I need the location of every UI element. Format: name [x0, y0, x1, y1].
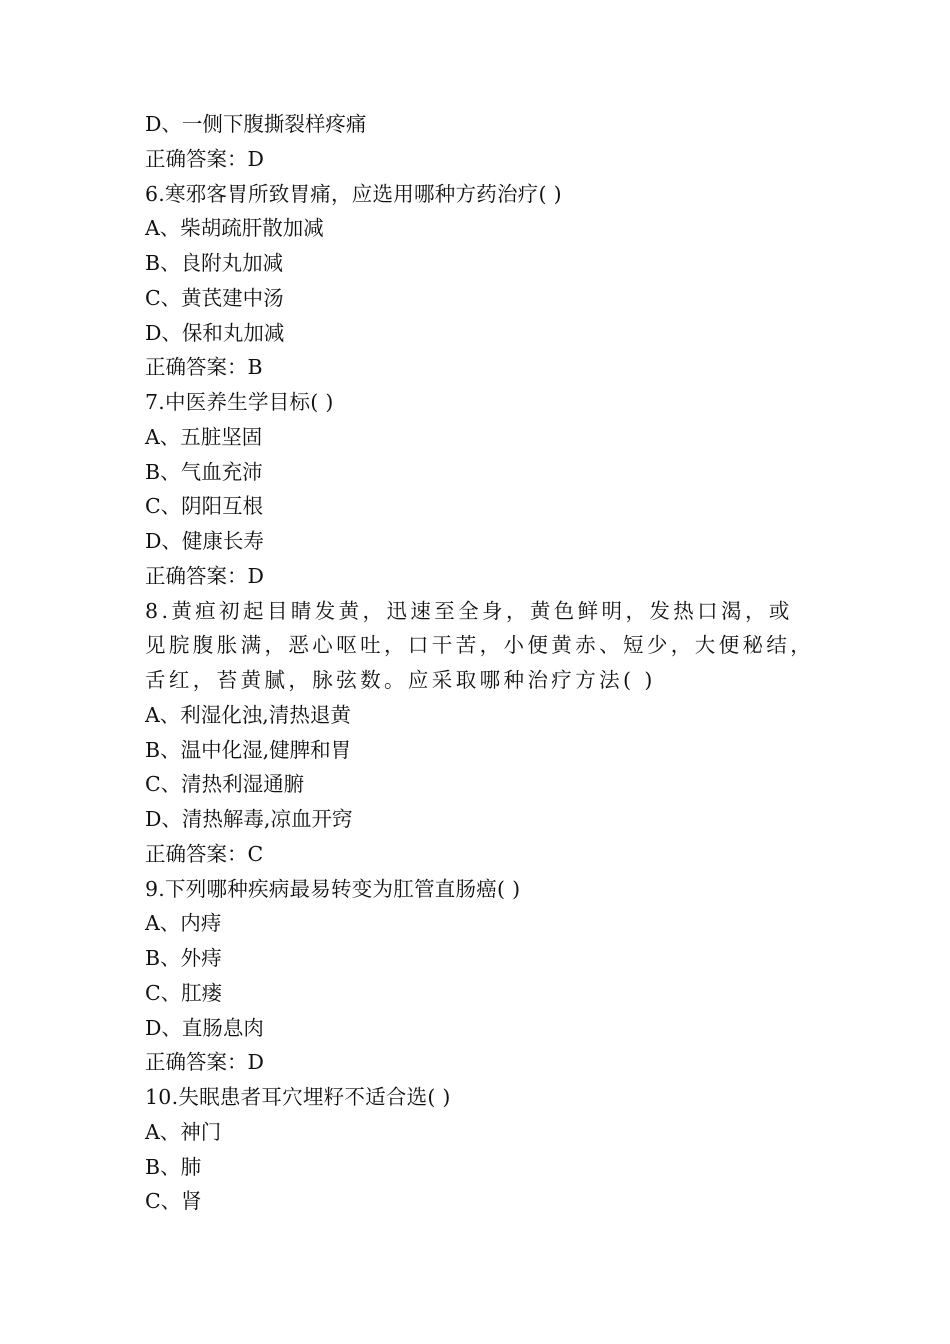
document-content: [145, 107, 815, 1219]
option-line: A、柴胡疏肝散加减: [145, 216, 324, 241]
option-line: C、阴阳互根: [145, 494, 264, 519]
option-line: A、五脏坚固: [145, 424, 263, 449]
option-line: B、良附丸加减: [145, 251, 284, 275]
answer-line: 正确答案：C: [145, 841, 264, 866]
option-line: C、肾: [145, 1189, 202, 1214]
option-line: D、一侧下腹撕裂样疼痛: [145, 112, 367, 136]
option-line: D、直肠息肉: [145, 1015, 264, 1040]
option-line: A、神门: [145, 1119, 222, 1144]
option-line: B、气血充沛: [145, 459, 263, 484]
option-line: D、健康长寿: [145, 529, 264, 553]
option-line: A、利湿化浊,清热退黄: [145, 702, 351, 727]
option-line: C、清热利湿通腑: [145, 772, 305, 797]
option-line: B、外痔: [145, 946, 222, 970]
answer-line: 正确答案：D: [145, 146, 264, 171]
question-line: 10.失眠患者耳穴埋籽不适合选( ): [145, 1085, 451, 1109]
option-line: D、清热解毒,凉血开窍: [145, 807, 353, 831]
option-line: C、肛瘘: [145, 980, 223, 1005]
option-line: C、黄芪建中汤: [145, 285, 284, 310]
question-paragraph: 8.黄疸初起目睛发黄，迅速至全身，黄色鲜明，发热口渴，或见脘腹胀满，恶心呕吐，口干苦，小便黄赤、短少，大便秘结，舌红，苔黄腻，脉弦数。应采取哪种治疗方法( ): [145, 598, 815, 692]
question-line: 9.下列哪种疾病最易转变为肛管直肠癌( ): [145, 876, 521, 901]
option-line: D、保和丸加减: [145, 320, 285, 345]
answer-line: 正确答案：D: [145, 563, 264, 588]
question-line: 7.中医养生学目标( ): [145, 390, 334, 414]
option-line: B、肺: [145, 1154, 202, 1179]
option-line: A、内痔: [145, 911, 222, 936]
answer-line: 正确答案：D: [145, 1050, 264, 1075]
question-line: 6.寒邪客胃所致胃痛，应选用哪种方药治疗( ): [145, 181, 562, 206]
answer-line: 正确答案：B: [145, 355, 263, 380]
option-line: B、温中化湿,健脾和胃: [145, 737, 352, 762]
